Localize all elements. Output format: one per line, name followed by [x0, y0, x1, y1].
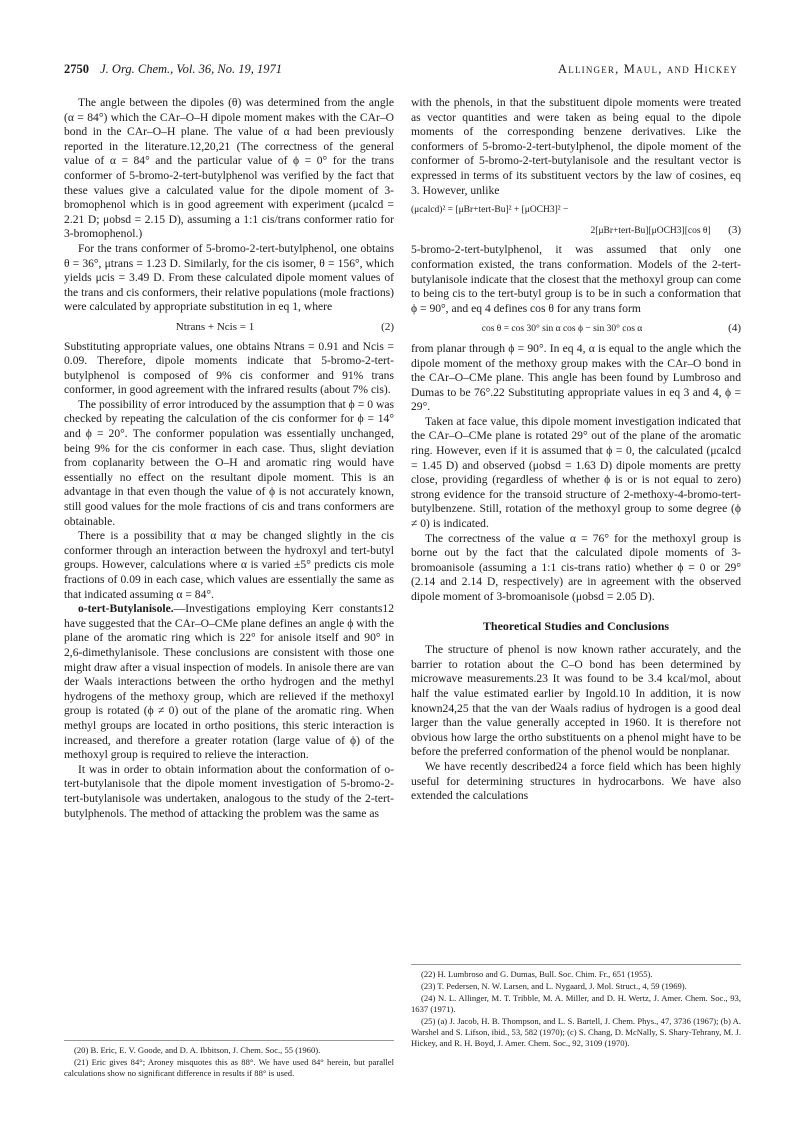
equation-body: (μcalcd)² = [μBr+tert-Bu]² + [μOCH3]² − — [411, 205, 569, 216]
equation-number: (4) — [728, 322, 741, 335]
paragraph: The possibility of error introduced by the assumption that ϕ = 0 was checked by repeating the calculation of the cis conformer for ϕ = 14° and ϕ = 20°. The conformer population was essentially unchanged, being 9% for the cis conformer in each case. Thus, slight deviation from coplanarity between the O–H and aromatic ring would have essentially no effect on the resultant dipole moment. This is an advantage in that even though the value of ϕ is not accurately known, still good values for the mole fractions of cis and trans conformers are obtainable. — [64, 397, 394, 528]
footnote-rule — [64, 1040, 394, 1041]
paragraph — [64, 602, 394, 763]
footnote-rule — [411, 964, 741, 965]
equation-body: cos θ = cos 30° sin α cos ϕ − sin 30° cos α — [481, 324, 643, 335]
equation-body: 2[μBr+tert-Bu][μOCH3][cos θ] — [590, 225, 711, 236]
paragraph: from planar through ϕ = 90°. In eq 4, α is equal to the angle which the dipole moment of the methoxy group makes with the CAr–O bond in the CAr–O–CMe plane. This angle has been found by Lumbroso and Dumas to be 76°.22 Substituting appropriate values in eq 3 and 4, ϕ = 29°. — [411, 341, 741, 414]
header-authors: Allinger, Maul, and Hickey — [558, 62, 738, 76]
equation-4 — [411, 321, 741, 337]
paragraph: We have recently described24 a force field which has been highly useful for determining structures in hydrocarbons. We have also extended the calculations — [411, 759, 741, 803]
equation-body: Ntrans + Ncis = 1 — [175, 320, 255, 333]
footnote: (25) (a) J. Jacob, H. B. Thompson, and L. S. Bartell, J. Chem. Phys., 47, 3736 (1967); (b) A. Warshel and S. Lifson, ibid., 53, 582 (1970); (c) S. Chang, D. McNally, S. Shary-Tehrany, M. J. Hickey, and R. H. Boyd, J. Amer. Chem. Soc., 92, 3109 (1970). — [411, 1016, 741, 1048]
paragraph: The angle between the dipoles (θ) was determined from the angle (α = 84°) which the CAr–O–H dipole moment makes with the CAr–O bond in the CAr–O–H plane. The value of α had been previously reported in the literature.12,20,21 (The correctness of the general value of α = 84° and the particular value of ϕ = 0° for the trans conformer of 5-bromo-2-tert-butylphenol was verified by the fact that these values give a calculated value for the dipole moment of 3-bromophenol which is in good agreement with experiment (μcalcd = 2.21 D; μobsd = 2.15 D), assuming a 1:1 cis/trans conformer ratio for 3-bromophenol.) — [64, 96, 394, 241]
footnotes-right — [411, 964, 741, 1050]
paragraph: There is a possibility that α may be changed slightly in the cis conformer through an interaction between the hydroxyl and tert-butyl groups. However, calculations where α is varied ±5° predicts cis mole fractions of 0.09 in each case, which values are essentially the same as that indicated assuming α = 84°. — [64, 529, 394, 601]
paragraph-text: —Investigations employing Kerr constants12 have suggested that the CAr–O–CMe plane defines an angle ϕ with the plane of the aromatic ring which is 22° for anisole itself and 90° in 2,6-dimethylanisole. These conclusions are consistent with those one might draw after a visual inspection of models. In anisole there are van der Waals interactions between the ortho hydrogen and the methyl hydrogens of the methoxy group, which are relieved if the methoxyl group is rotated (ϕ ≠ 0) out of the plane of the aromatic ring. When methyl groups are located in ortho positions, this steric interaction is increased, and therefore a greater rotation (large value of ϕ) of the methoxyl group is required to relieve the interaction. — [64, 602, 394, 762]
equation-number: (2) — [381, 320, 394, 333]
footnote: (21) Eric gives 84°; Aroney misquotes this as 88°. We have used 84° herein, but parallel calculations show no significant difference in results if 88° is used. — [64, 1057, 394, 1078]
equation-2 — [64, 320, 394, 335]
paragraph: The correctness of the value α = 76° for the methoxyl group is borne out by the fact that the calculated dipole moments of 3-bromoanisole (assuming a 1:1 cis-trans ratio) whether ϕ = 0 or 29° (2.14 and 2.14 D, respectively) are in agreement with the observed dipole moment of 3-bromoanisole (μobsd = 2.05 D). — [411, 531, 741, 603]
page-number: 2750 — [64, 62, 89, 76]
paragraph: Substituting appropriate values, one obtains Ntrans = 0.91 and Ncis = 0.09. Therefore, dipole moments indicate that 5-bromo-2-tert-butylphenol is composed of 9% cis conformer and 91% trans conformer, in good agreement with the infrared results (about 7% cis). — [64, 339, 394, 397]
footnotes-left — [64, 1040, 394, 1080]
section-heading: Theoretical Studies and Conclusions — [482, 618, 670, 633]
right-column — [411, 96, 741, 804]
footnote: (23) T. Pedersen, N. W. Larsen, and L. Nygaard, J. Mol. Struct., 4, 59 (1969). — [421, 981, 687, 991]
running-header — [64, 62, 738, 82]
equation-3-continuation — [411, 223, 741, 239]
paragraph: with the phenols, in that the substituent dipole moments were treated as vector quantities and were taken as being equal to the dipole moments of the corresponding benzene derivatives. Like the conformers of 5-bromo-2-tert-butylphenol, the dipole moment of the conformer of 5-bromo-2-tert-butylanisole and the resultant vector is expressed in terms of its substituent vectors by the law of cosines, eq 3. However, unlike — [411, 96, 741, 197]
paragraph: For the trans conformer of 5-bromo-2-tert-butylphenol, one obtains θ = 36°, μtrans = 1.23 D. Similarly, for the cis isomer, θ = 156°, which yields μcis = 3.49 D. From these calculated dipole moment values of the trans and cis conformers, their relative populations (mole fractions) were calculated by appropriate substitution in eq 1, where — [64, 241, 394, 314]
equation-number: (3) — [728, 223, 741, 236]
paragraph: It was in order to obtain information about the conformation of o-tert-butylanisole that the dipole moment investigation of 5-bromo-2-tert-butylanisole was undertaken, analogous to the study of the 2-tert-butylphenols. The method of attacking the problem was the same as — [64, 762, 394, 820]
paragraph: The structure of phenol is now known rather accurately, and the barrier to rotation about the C–O bond has been determined by microwave measurements.23 It was found to be 3.4 kcal/mol, about half the value estimated earlier by Ingold.10 In addition, it is now known24,25 that the van der Waals radius of hydrogen is a good deal larger than the value generally accepted in 1960. It is therefore not obvious how large the ortho substituents on a phenol might have to be before the preferred conformation of the phenol would be nonplanar. — [411, 643, 741, 759]
footnote: (22) H. Lumbroso and G. Dumas, Bull. Soc. Chim. Fr., 651 (1955). — [421, 969, 653, 979]
equation-3 — [411, 203, 741, 218]
left-column — [64, 96, 394, 821]
journal-citation: J. Org. Chem., Vol. 36, No. 19, 1971 — [100, 62, 282, 76]
paragraph: Taken at face value, this dipole moment investigation indicated that the CAr–O–CMe plane is rotated 29° out of the plane of the aromatic ring. However, even if it is assumed that ϕ = 0, the calculated (μcalcd = 1.45 D) and observed (μobsd = 1.63 D) dipole moments are pretty close, providing (regardless of whether ϕ is or is not equal to zero) strong evidence for the transoid structure of 2-methoxy-4-bromo-tert-butylbenzene. Still, rotation of the methoxyl group to some degree (ϕ ≠ 0) is indicated. — [411, 414, 741, 531]
header-left — [64, 62, 282, 77]
run-in-heading: o-tert-Butylanisole. — [78, 602, 174, 616]
footnote: (20) B. Eric, E. V. Goode, and D. A. Ibbitson, J. Chem. Soc., 55 (1960). — [74, 1045, 321, 1055]
footnote: (24) N. L. Allinger, M. T. Tribble, M. A. Miller, and D. H. Wertz, J. Amer. Chem. Soc., 93, 1637 (1971). — [411, 993, 741, 1014]
paragraph: 5-bromo-2-tert-butylphenol, it was assumed that only one conformation existed, the trans conformation. Models of the 2-tert-butylanisole indicate that the closest that the methoxyl group can come to being cis to the tert-butyl group is to be in such a conformation that ϕ = 90°, and eq 4 defines cos θ for any trans form — [411, 243, 741, 315]
